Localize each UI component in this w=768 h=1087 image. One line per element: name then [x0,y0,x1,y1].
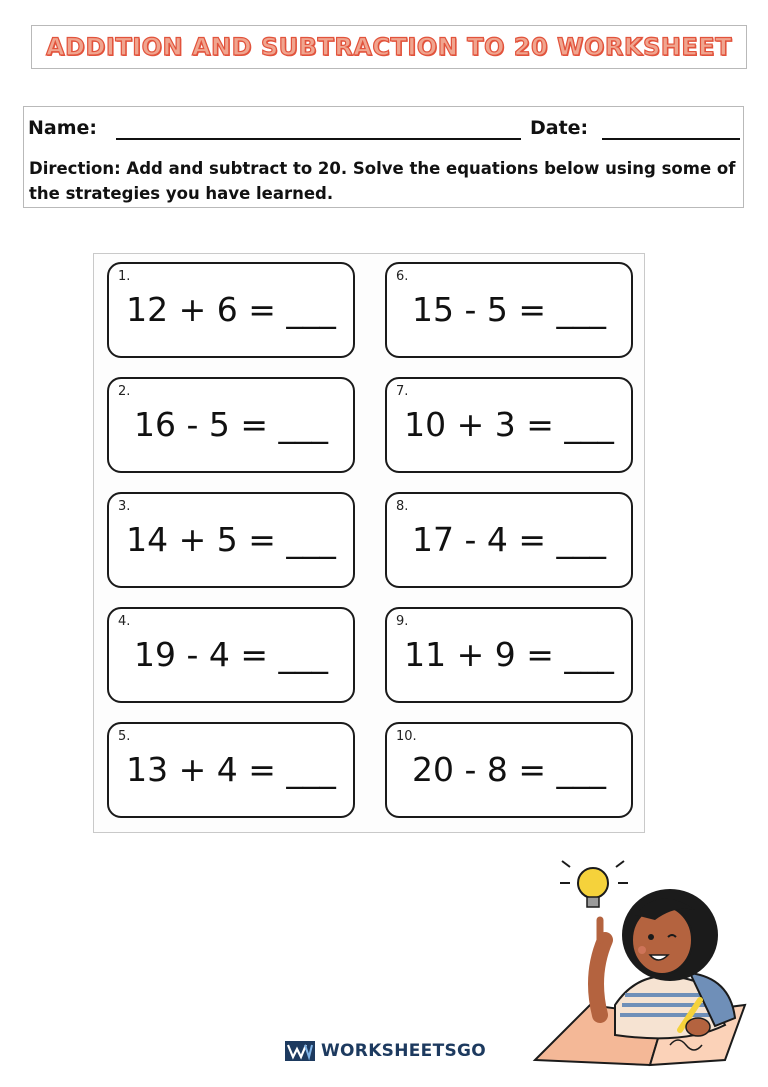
girl-with-lightbulb-illustration [530,855,760,1070]
problem-card-6 [385,262,633,358]
worksheetsgo-logo [285,1040,486,1062]
w-logo-icon [285,1041,315,1061]
problem-equation[interactable]: 13 + 4 = ___ [126,750,336,789]
directions-text: Direction: Add and subtract to 20. Solve the equations below using some of the strategies you have learned. [29,159,736,203]
name-label: Name: [28,117,98,139]
problem-number: 6. [396,269,409,284]
problem-equation[interactable]: 15 - 5 = ___ [411,290,606,329]
problem-number: 3. [118,499,131,514]
problem-equation[interactable]: 10 + 3 = ___ [404,405,614,444]
problem-equation[interactable]: 20 - 8 = ___ [411,750,606,789]
problem-number: 5. [118,729,131,744]
brand-name: WORKSHEETSGO [321,1041,487,1061]
date-label: Date: [530,117,589,139]
name-field-line[interactable] [116,138,521,140]
name-date-row [28,117,740,143]
problem-card-7 [385,377,633,473]
problem-card-2 [107,377,355,473]
problem-number: 9. [396,614,409,629]
problem-card-10 [385,722,633,818]
problem-equation[interactable]: 12 + 6 = ___ [126,290,336,329]
problem-number: 10. [396,729,417,744]
problem-number: 1. [118,269,131,284]
problem-card-1 [107,262,355,358]
problem-card-5 [107,722,355,818]
problem-card-9 [385,607,633,703]
problem-card-3 [107,492,355,588]
problem-number: 4. [118,614,131,629]
problem-equation[interactable]: 19 - 4 = ___ [133,635,328,674]
problem-equation[interactable]: 11 + 9 = ___ [404,635,614,674]
problem-equation[interactable]: 16 - 5 = ___ [133,405,328,444]
date-field-line[interactable] [602,138,740,140]
info-box [23,106,744,208]
problem-card-4 [107,607,355,703]
problems-panel [93,253,645,833]
problem-equation[interactable]: 17 - 4 = ___ [411,520,606,559]
problem-card-8 [385,492,633,588]
problem-number: 8. [396,499,409,514]
worksheet-title: ADDITION AND SUBTRACTION TO 20 WORKSHEET [45,33,733,61]
problem-number: 2. [118,384,131,399]
problem-number: 7. [396,384,409,399]
problem-equation[interactable]: 14 + 5 = ___ [126,520,336,559]
title-banner [31,25,747,69]
